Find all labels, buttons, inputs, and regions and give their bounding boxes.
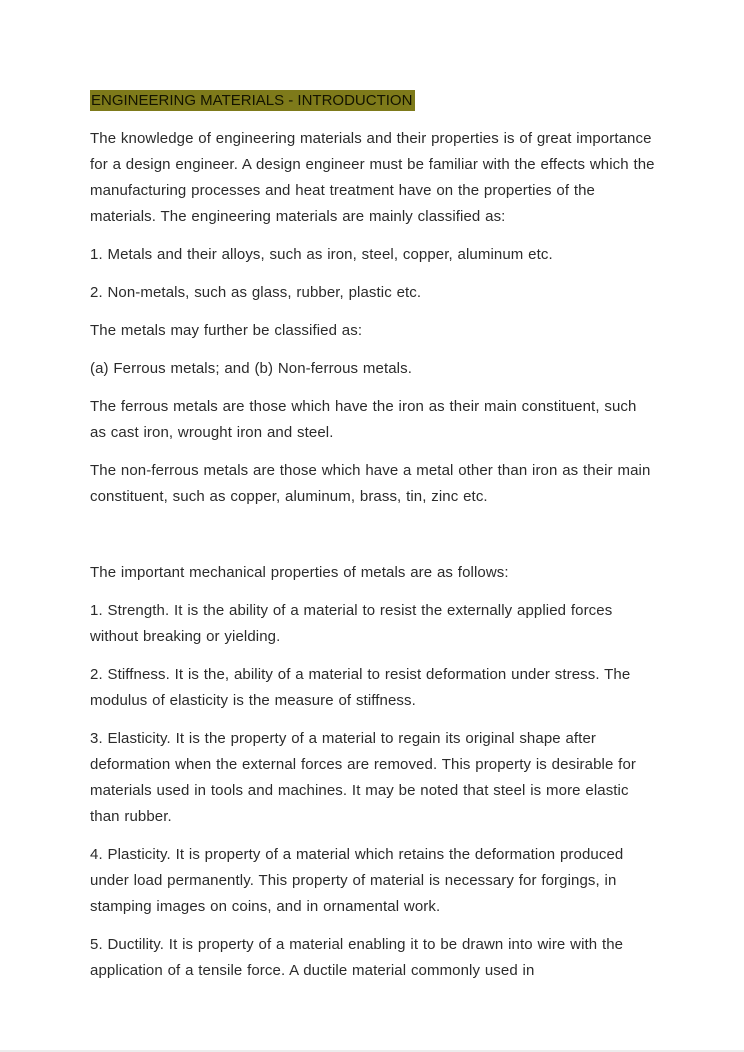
paragraph-ferrous-def: The ferrous metals are those which have the iron as their main constituent, such as cast iron, wrought iron and steel.	[90, 398, 637, 441]
title-highlight: ENGINEERING MATERIALS - INTRODUCTION	[90, 90, 415, 111]
paragraph-intro: The knowledge of engineering materials and their properties is of great importance for a design engineer. A design engineer must be familiar with the effects which the manufacturing processes and heat treatment have on the properties of the materials. The engineering materials are mainly classified as:	[90, 130, 655, 225]
paragraph-ductility: 5. Ductility. It is property of a material enabling it to be drawn into wire with the application of a tensile force. A ductile material commonly used in	[90, 936, 624, 979]
paragraph-mech-properties: The important mechanical properties of metals are as follows:	[90, 564, 509, 581]
document-title	[90, 88, 655, 114]
paragraph-plasticity: 4. Plasticity. It is property of a material which retains the deformation produced under load permanently. This property of material is necessary for forgings, in stamping images on coins, and in ornamental work.	[90, 846, 624, 915]
paragraph-list-metals: 1. Metals and their alloys, such as iron, steel, copper, aluminum etc.	[90, 246, 553, 263]
paragraph-metals-classified: The metals may further be classified as:	[90, 322, 363, 339]
paragraph-ferrous-nonferrous: (a) Ferrous metals; and (b) Non-ferrous metals.	[90, 360, 412, 377]
paragraph-empty-spacer	[90, 522, 655, 548]
paragraph-stiffness: 2. Stiffness. It is the, ability of a material to resist deformation under stress. The modulus of elasticity is the measure of stiffness.	[90, 666, 631, 709]
paragraph-nonferrous-def: The non-ferrous metals are those which have a metal other than iron as their main constituent, such as copper, aluminum, brass, tin, zinc etc.	[90, 462, 651, 505]
paragraph-elasticity: 3. Elasticity. It is the property of a material to regain its original shape after deformation when the external forces are removed. This property is desirable for materials used in tools and machines. It may be noted that steel is more elastic than rubber.	[90, 730, 636, 825]
paragraph-list-non-metals: 2. Non-metals, such as glass, rubber, plastic etc.	[90, 284, 422, 301]
paragraph-strength: 1. Strength. It is the ability of a material to resist the externally applied forces without breaking or yielding.	[90, 602, 613, 645]
